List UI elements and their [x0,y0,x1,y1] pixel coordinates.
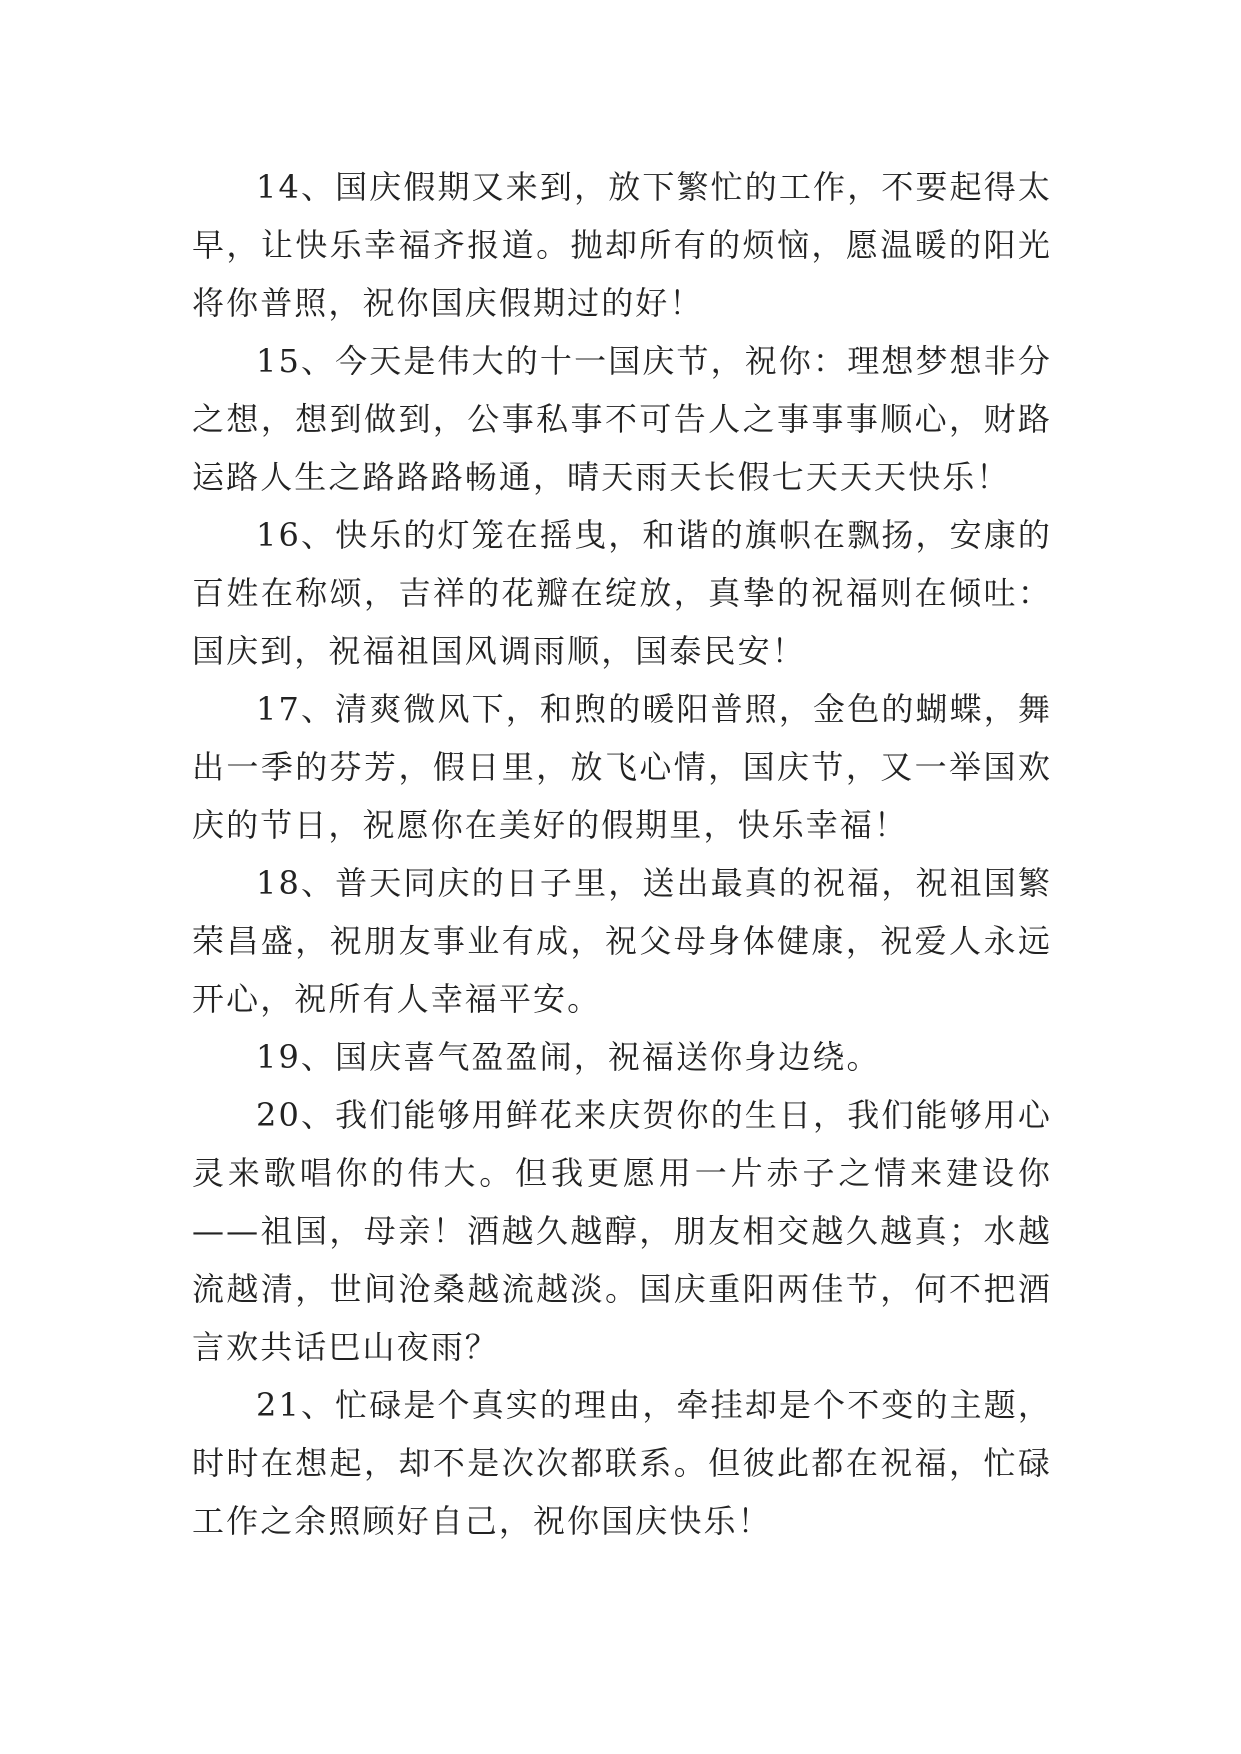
paragraph-21: 21、忙碌是个真实的理由，牵挂却是个不变的主题，时时在想起，却不是次次都联系。但彼此都在祝福，忙碌工作之余照顾好自己，祝你国庆快乐！ [192,1386,1052,1540]
paragraph-19: 19、国庆喜气盈盈闹，祝福送你身边绕。 [256,1038,881,1076]
document-body [192,158,1052,1550]
paragraph-14: 14、国庆假期又来到，放下繁忙的工作，不要起得太早，让快乐幸福齐报道。抛却所有的烦恼，愿温暖的阳光将你普照，祝你国庆假期过的好！ [192,168,1052,322]
paragraph-17: 17、清爽微风下，和煦的暖阳普照，金色的蝴蝶，舞出一季的芬芳，假日里，放飞心情，国庆节，又一举国欢庆的节日，祝愿你在美好的假期里，快乐幸福！ [192,690,1052,844]
paragraph-15: 15、今天是伟大的十一国庆节，祝你：理想梦想非分之想，想到做到，公事私事不可告人之事事事顺心，财路运路人生之路路路畅通，晴天雨天长假七天天天快乐！ [192,342,1052,496]
paragraph-18: 18、普天同庆的日子里，送出最真的祝福，祝祖国繁荣昌盛，祝朋友事业有成，祝父母身体健康，祝爱人永远开心，祝所有人幸福平安。 [192,864,1052,1018]
paragraph-16: 16、快乐的灯笼在摇曳，和谐的旗帜在飘扬，安康的百姓在称颂，吉祥的花瓣在绽放，真挚的祝福则在倾吐：国庆到，祝福祖国风调雨顺，国泰民安！ [192,516,1052,670]
paragraph-20: 20、我们能够用鲜花来庆贺你的生日，我们能够用心灵来歌唱你的伟大。但我更愿用一片赤子之情来建设你——祖国，母亲！酒越久越醇，朋友相交越久越真；水越流越清，世间沧桑越流越淡。国庆重阳两佳节，何不把酒言欢共话巴山夜雨？ [192,1096,1052,1366]
